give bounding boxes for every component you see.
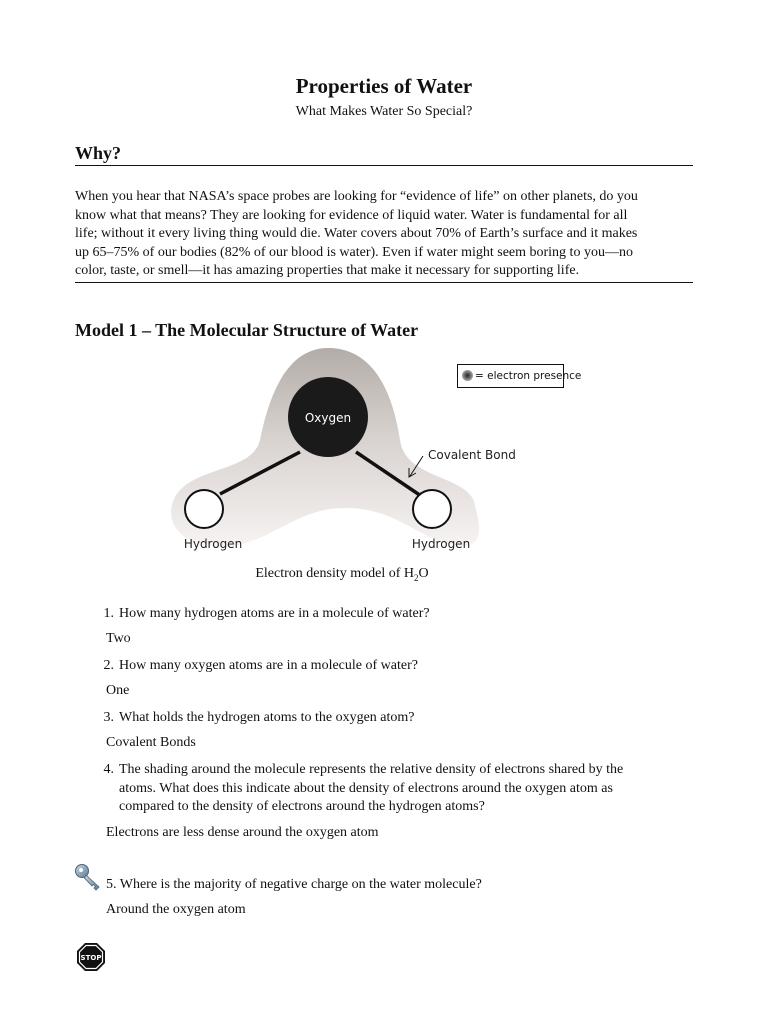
hydrogen-atom-right — [413, 490, 451, 528]
covalent-bond-label: Covalent Bond — [428, 448, 516, 462]
why-line: When you hear that NASA’s space probes are looking for “evidence of life” on other planets, do you — [75, 189, 638, 204]
why-line: know what that means? They are looking for evidence of liquid water. Water is fundamental for all — [75, 207, 628, 223]
why-line: color, taste, or smell—it has amazing properties that make it necessary for supporting life. — [75, 263, 580, 279]
oxygen-label: Oxygen — [304, 411, 352, 425]
electron-presence-icon — [462, 370, 473, 381]
answer-5: Around the oxygen atom — [106, 902, 246, 917]
question-1: 1. How many hydrogen atoms are in a molecule of water? — [103, 606, 430, 621]
answer-2: One — [106, 683, 130, 698]
answer-3: Covalent Bonds — [106, 735, 196, 750]
model-heading: Model 1 – The Molecular Structure of Water — [75, 320, 419, 340]
question-3: 3. What holds the hydrogen atoms to the oxygen atom? — [103, 710, 415, 725]
why-heading: Why? — [75, 143, 122, 163]
question-2: 2. How many oxygen atoms are in a molecule of water? — [103, 658, 418, 673]
question-5: 5. Where is the majority of negative charge on the water molecule? — [106, 877, 482, 892]
hydrogen-atom-left — [185, 490, 223, 528]
why-bottom-rule — [75, 282, 693, 283]
hydrogen-right-label: Hydrogen — [411, 537, 471, 551]
hydrogen-left-label: Hydrogen — [183, 537, 243, 551]
stop-icon — [76, 942, 106, 972]
electron-legend — [457, 364, 582, 388]
diagram-caption: Electron density model of $H_2O$ — [255, 566, 429, 583]
why-line: life; without it every living thing would die. Water covers about 70% of Earth’s surface and it makes — [75, 226, 638, 242]
why-paragraph — [75, 188, 695, 281]
legend-text: = electron presence — [475, 370, 582, 382]
answer-4: Electrons are less dense around the oxygen atom — [106, 825, 379, 840]
why-line: up 65–75% of our bodies (82% of our blood is water). Even if water might seem boring to you—no — [75, 244, 633, 260]
stop-text: STOP — [80, 954, 102, 962]
key-icon — [74, 862, 104, 892]
why-heading-rule — [75, 165, 693, 166]
page-title: Properties of Water — [295, 74, 473, 98]
page-subtitle: What Makes Water So Special? — [295, 104, 473, 119]
answer-1: Two — [106, 631, 131, 646]
question-4: 4. The shading around the molecule represents the relative density of electrons shared by the atoms. What does this indicate about the density of electrons around the oxygen atom as compared to the density of electrons around the hydrogen atoms? — [103, 762, 624, 815]
